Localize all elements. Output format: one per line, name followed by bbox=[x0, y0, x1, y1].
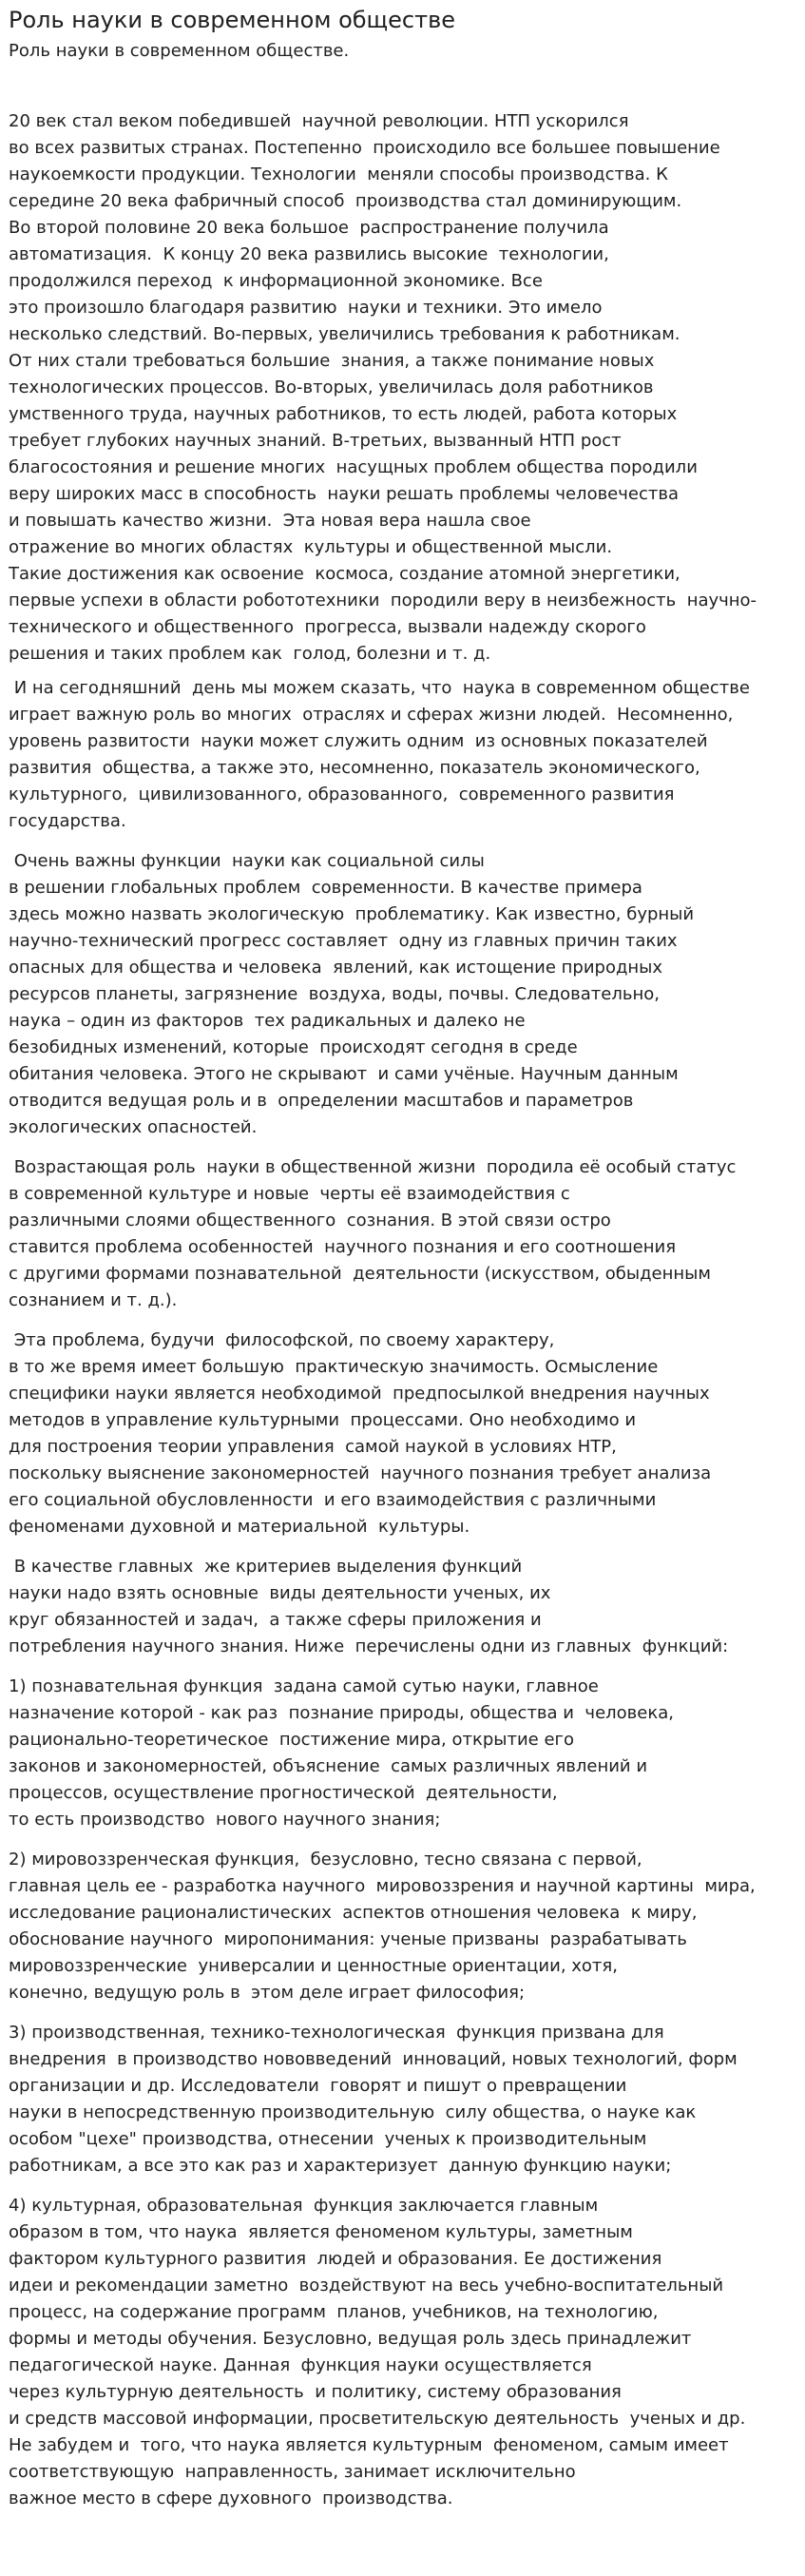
list-item-production-function: 3) производственная, технико-технологическая функция призвана для внедрения в производство нововведений инноваций, новых технологий, форм организации и др. Исследователи говорят и пишут о превращении науки в непосредственную производительную силу общества, о науке как особом "цехе" производства, отнесении ученых к производительным работникам, а все это как раз и характеризует данную функцию науки; bbox=[9, 2023, 738, 2176]
page-title: Роль науки в современном обществе bbox=[9, 7, 456, 33]
document-subtitle: Роль науки в современном обществе. bbox=[9, 41, 350, 61]
paragraph-global-problems: Очень важны функции науки как социальной силы в решении глобальных проблем современности. В качестве примера здесь можно назвать экологическую проблематику. Как известно, бурный научно-технический прогресс составляет одну из главных причин таких опасных для общества и человека явлений, как истощение природных ресурсов планеты, загрязнение воздуха, воды, почвы. Следовательно, наука – один из факторов тех радикальных и далеко не безобидных изменений, которые происходят сегодня в среде обитания человека. Этого не скрывают и сами учёные. Научным данным отводится ведущая роль и в определении масштабов и параметров экологических опасностей. bbox=[9, 851, 695, 1137]
paragraph-philosophical-problem: Эта проблема, будучи философской, по своему характеру, в то же время имеет большую практическую значимость. Осмысление специфики науки является необходимой предпосылкой внедрения научных методов в управление культурными процессами. Оно необходимо и для построения теории управления самой наукой в условиях НТР, поскольку выяснение закономерностей научного познания требует анализа его социальной обусловленности и его взаимодействия с различными феноменами духовной и материальной культуры. bbox=[9, 1330, 712, 1537]
paragraph-modern-role: И на сегодняшний день мы можем сказать, что наука в современном обществе играет важную роль во многих отраслях и сферах жизни людей. Несомненно, уровень развитости науки может служить одним из основных показателей развития общества, а также это, несомненно, показатель экономического, культурного, цивилизованного, образованного, современного развития государства. bbox=[9, 678, 750, 831]
list-item-worldview-function: 2) мировоззренческая функция, безусловно, тесно связана с первой, главная цель ее - разработка научного мировоззрения и научной картины мира, исследование рационалистических аспектов отношения человека к миру, обоснование научного миропонимания: ученые призваны разрабатывать мировоззренческие универсалии и ценностные ориентации, хотя, конечно, ведущую роль в этом деле играет философия; bbox=[9, 1850, 756, 2003]
paragraph-intro: 20 век стал веком победившей научной революции. НТП ускорился во всех развитых странах. Постепенно происходило все большее повышение наукоемкости продукции. Технологии меняли способы производства. К середине 20 века фабричный способ производства стал доминирующим. Во второй половине 20 века большое распространение получила автоматизация. К концу 20 века развились высокие технологии, продолжился переход к информационной экономике. Все это произошло благодаря развитию науки и техники. Это имело несколько следствий. Во-первых, увеличились требования к работникам. От них стали требоваться большие знания, а также понимание новых технологических процессов. Во-вторых, увеличилась доля работников умственного труда, научных работников, то есть людей, работа которых требует глубоких научных знаний. В-третьих, вызванный НТП рост благосостояния и решение многих насущных проблем общества породили веру широких масс в способность науки решать проблемы человечества и повышать качество жизни. Эта новая вера нашла свое отражение во многих областях культуры и общественной мысли. Такие достижения как освоение космоса, создание атомной энергетики, первые успехи в области робототехники породили веру в неизбежность научно- технического и общественного прогресса, вызвали надежду скорого решения и таких проблем как голод, болезни и т. д. bbox=[9, 111, 757, 664]
list-item-cultural-function: 4) культурная, образовательная функция заключается главным образом в том, что наука является феноменом культуры, заметным фактором культурного развития людей и образования. Ее достижения идеи и рекомендации заметно воздействуют на весь учебно-воспитательный процесс, на содержание программ планов, учебников, на технологию, формы и методы обучения. Безусловно, ведущая роль здесь принадлежит педагогической науке. Данная функция науки осуществляется через культурную деятельность и политику, систему образования и средств массовой информации, просветительскую деятельность ученых и др. Не забудем и того, что наука является культурным феноменом, самым имеет соответствующую направленность, занимает исключительно важное место в сфере духовного производства. bbox=[9, 2196, 746, 2508]
list-item-cognitive-function: 1) познавательная функция задана самой сутью науки, главное назначение которой - как раз познание природы, общества и человека, рационально-теоретическое постижение мира, открытие его законов и закономерностей, объяснение самых различных явлений и процессов, осуществление прогностической деятельности, то есть производство нового научного знания; bbox=[9, 1676, 674, 1830]
paragraph-criteria: В качестве главных же критериев выделения функций науки надо взять основные виды деятельности ученых, их круг обязанностей и задач, а также сферы приложения и потребления научного знания. Ниже перечислены одни из главных функций: bbox=[9, 1557, 729, 1656]
paragraph-culture-status: Возрастающая роль науки в общественной жизни породила её особый статус в современной культуре и новые черты её взаимодействия с различными слоями общественного сознания. В этой связи остро ставится проблема особенностей научного познания и его соотношения с другими формами познавательной деятельности (искусством, обыденным сознанием и т. д.). bbox=[9, 1157, 737, 1310]
